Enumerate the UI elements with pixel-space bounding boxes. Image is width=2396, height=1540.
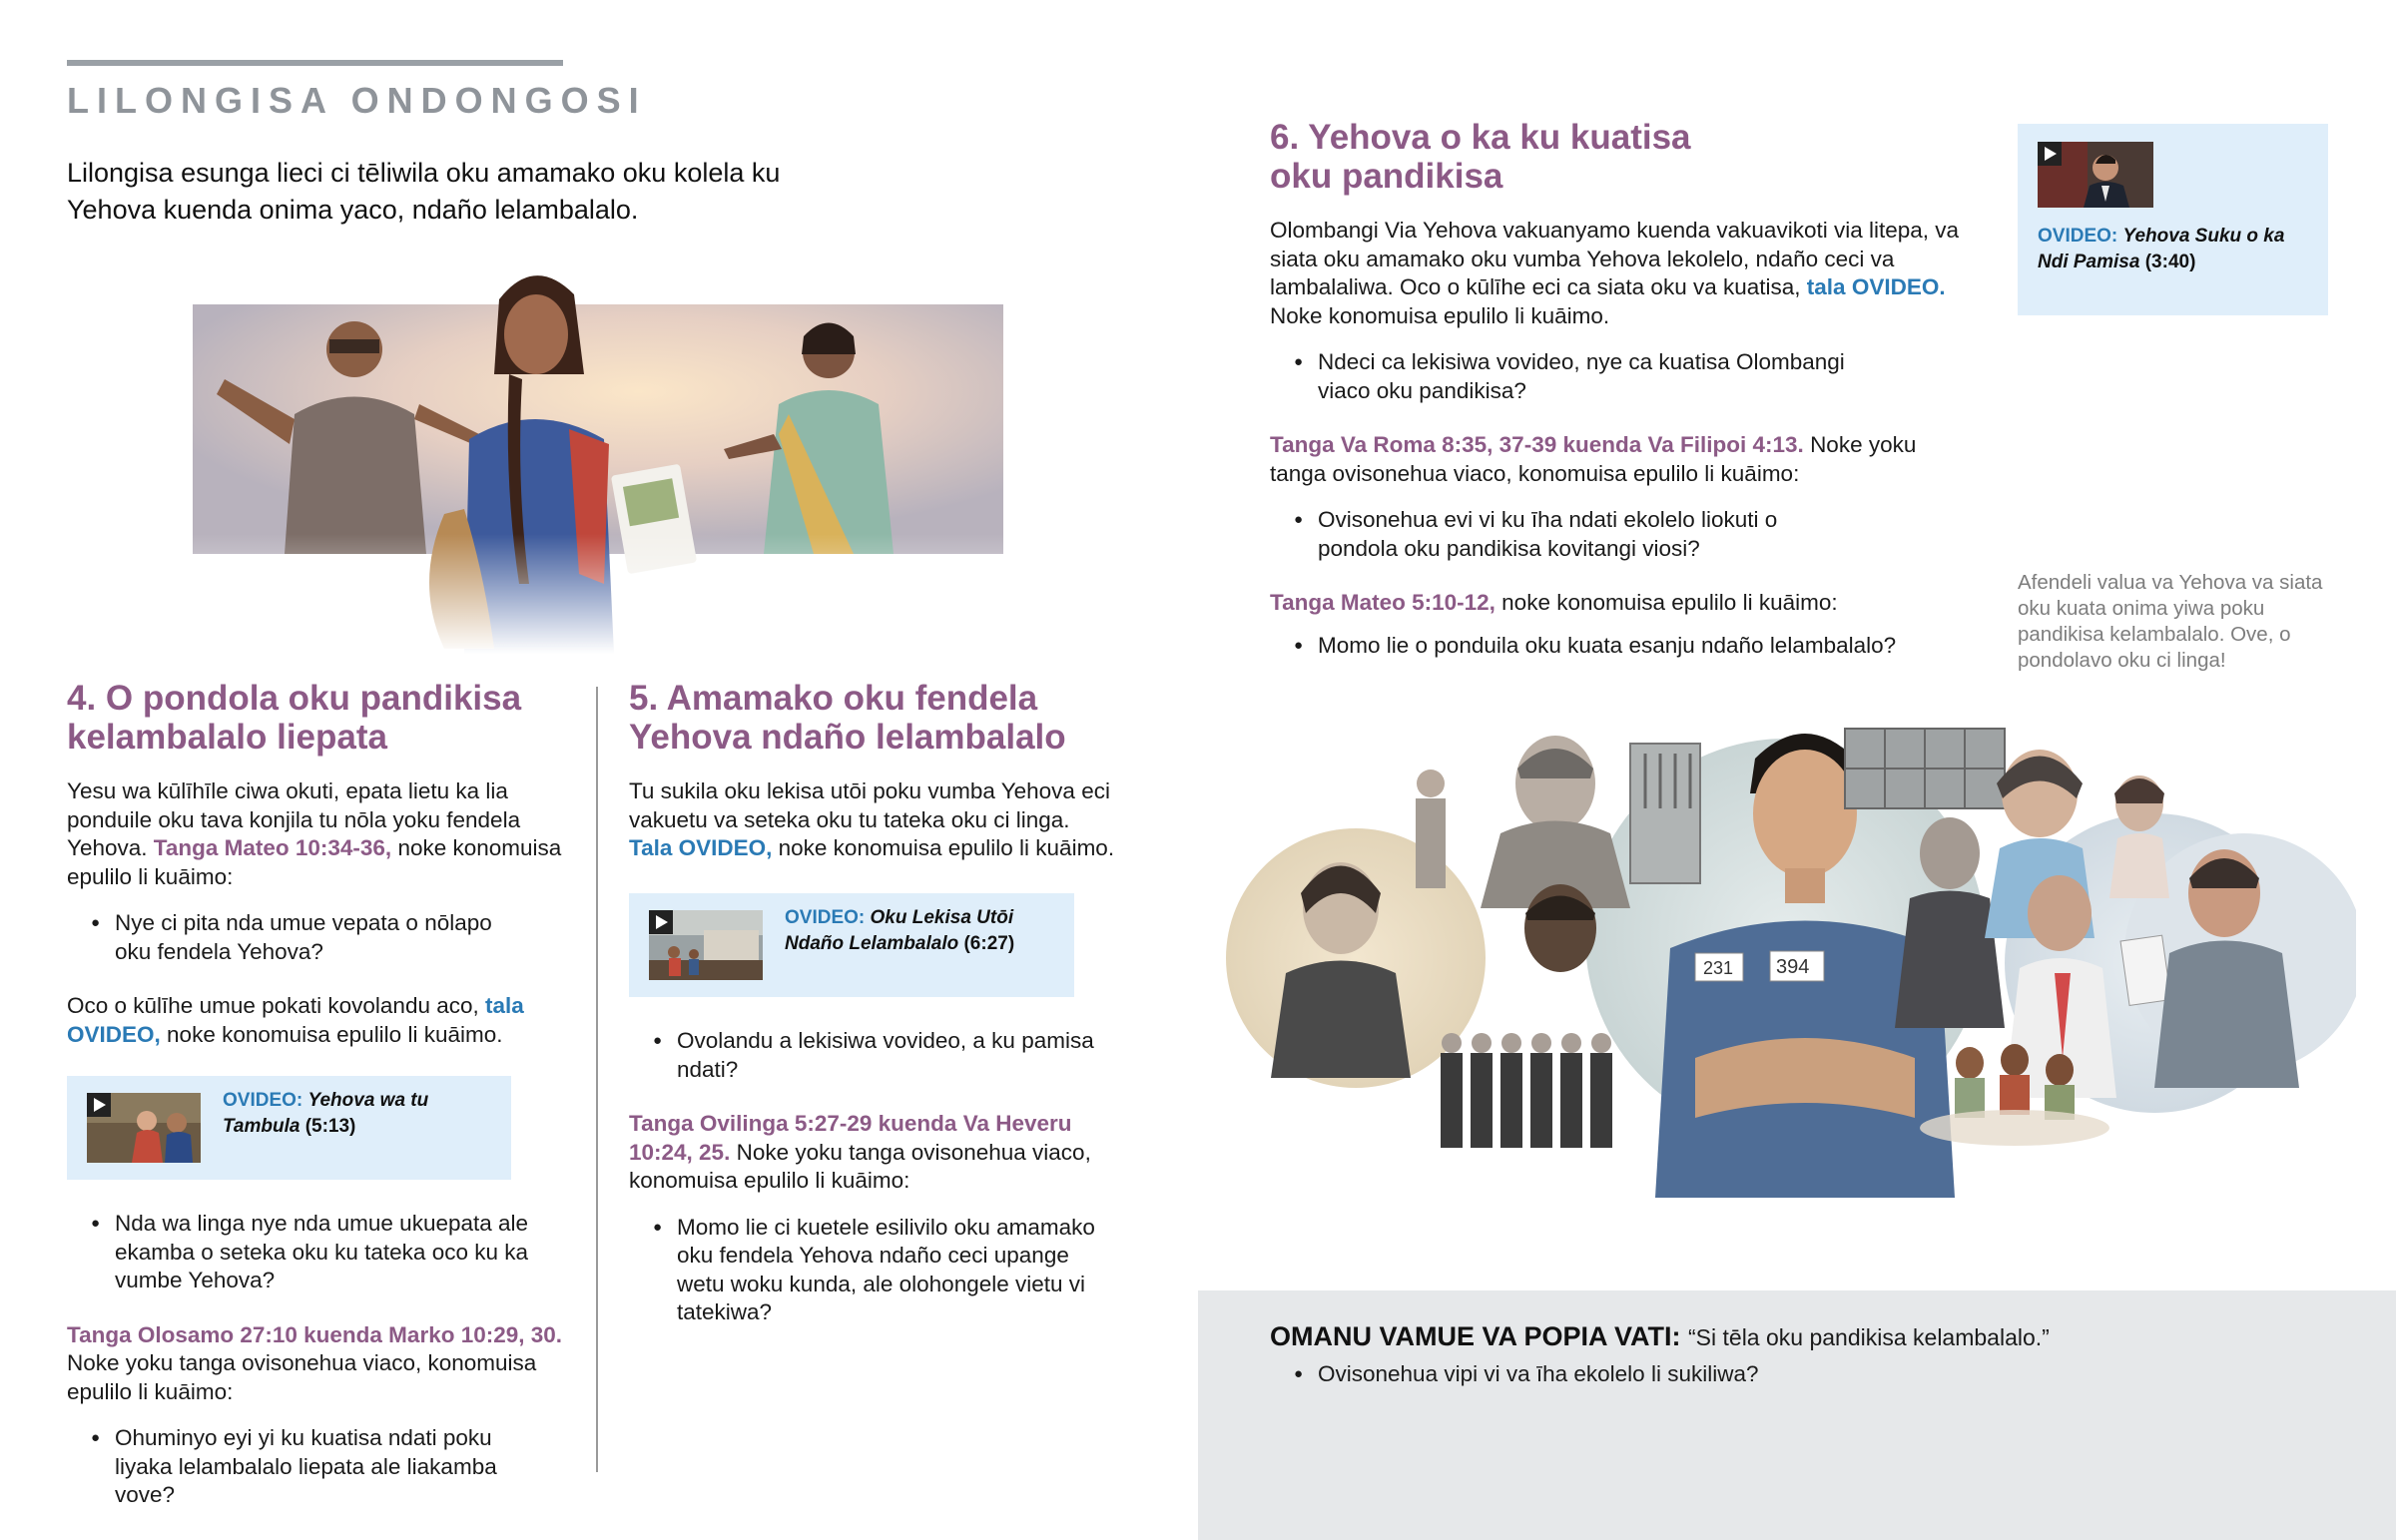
section-5-paragraph-2: Tanga Ovilinga 5:27-29 kuenda Va Heveru 10:24, 25. Noke yoku tanga ovisonehua viaco, konomuisa epulilo li kuāimo: xyxy=(629,1111,1091,1193)
play-icon xyxy=(94,1098,106,1112)
video-thumbnail[interactable] xyxy=(2038,142,2153,208)
header-rule xyxy=(67,60,563,66)
section-4-title: 4. O pondola oku pandikisa kelambalalo liepata xyxy=(67,679,522,757)
section-5 xyxy=(629,679,1118,863)
question-bullet: ● Momo lie ci kuetele esilivilo oku amamako oku fendela Yehova ndaño ceci upange wetu woku kunda, ale olohongele vietu vi tatekiwa? xyxy=(629,1214,1118,1327)
illustration-caption: Afendeli valua va Yehova va siata oku kuata onima yiwa poku pandikisa kelambalalo. Ove, o pondolavo oku ci linga! xyxy=(2018,571,2323,672)
svg-text:231: 231 xyxy=(1703,958,1734,978)
section-6-title: 6. Yehova o ka ku kuatisa oku pandikisa xyxy=(1270,118,1691,196)
question-bullet: ● Ovisonehua vipi vi va īha ekolelo li sukiliwa? xyxy=(1270,1360,2328,1389)
witnesses-collage-illustration xyxy=(1226,699,2356,1208)
section-5-paragraph-1: Tu sukila oku lekisa utōi poku vumba Yehova eci vakuetu va seteka oku tu tateka oku ci linga. Tala OVIDEO, noke konomuisa epulilo li kuāimo. xyxy=(629,778,1115,860)
video-card-yehova-wa-tu-tambula[interactable] xyxy=(67,1076,511,1180)
section-4-paragraph-2: Oco o kūlīhe umue pokati kovolandu aco, tala OVIDEO, noke konomuisa epulilo li kuāimo. xyxy=(67,993,524,1047)
section-6-paragraph-2: Tanga Va Roma 8:35, 37-39 kuenda Va Filipoi 4:13. Noke yoku tanga ovisonehua viaco, konomuisa epulilo li kuāimo: xyxy=(1270,432,1917,486)
intro-paragraph: Lilongisa esunga lieci ci tēliwila oku amamako oku kolela ku Yehova kuenda onima yaco, ndaño lelambalalo. xyxy=(67,158,781,225)
section-6-paragraph-1: Olombangi Via Yehova vakuanyamo kuenda vakuavikoti via litepa, va siata oku amamako oku vumba Yehova lekolelo, ndaño ceci va lambalaliwa. Oco o kūlīhe eci ca siata oku va kuatisa, tala OVIDEO. Noke konomuisa epulilo li kuāimo. xyxy=(1270,218,1960,328)
column-divider xyxy=(596,687,598,1472)
section-kicker: LILONGISA ONDONGOSI xyxy=(67,80,647,121)
summary-content xyxy=(1270,1318,2328,1389)
scripture-reference[interactable]: Tanga Va Roma 8:35, 37-39 kuenda Va Filipoi 4:13. xyxy=(1270,432,1804,457)
video-caption: OVIDEO: Yehova Suku o ka Ndi Pamisa (3:40) xyxy=(2038,226,2285,272)
section-4-paragraph-3: Tanga Olosamo 27:10 kuenda Marko 10:29, 30. Noke yoku tanga ovisonehua viaco, konomuisa epulilo li kuāimo: xyxy=(67,1321,563,1404)
section-6-paragraph-3: Tanga Mateo 5:10-12, noke konomuisa epulilo li kuāimo: xyxy=(1270,590,1838,615)
question-bullet: ● Ovolandu a lekisiwa vovideo, a ku pamisa ndati? xyxy=(629,1027,1118,1084)
video-caption: OVIDEO: Yehova wa tu Tambula (5:13) xyxy=(223,1090,429,1137)
question-bullet: ● Nda wa linga nye nda umue ukuepata ale ekamba o seteka oku ku tateka oco ku ka vumbe Yehova? xyxy=(67,1210,566,1295)
question-bullet: ● Momo lie o ponduila oku kuata esanju ndaño lelambalalo? xyxy=(1270,632,1969,661)
section-4-paragraph-1: Yesu wa kūlīhīle ciwa okuti, epata lietu ka lia ponduile oku tava konjila tu nōla yoku fendela Yehova. Tanga Mateo 10:34-36, noke konomuisa epulilo li kuāimo: xyxy=(67,778,562,889)
section-4-continued xyxy=(67,1210,566,1510)
video-caption: OVIDEO: Oku Lekisa Utōi Ndaño Lelambalalo (6:27) xyxy=(785,907,1015,954)
section-4 xyxy=(67,679,566,1049)
question-bullet: ● Nye ci pita nda umue vepata o nōlapo oku fendela Yehova? xyxy=(67,909,566,966)
scripture-reference[interactable]: Tanga Olosamo 27:10 kuenda Marko 10:29, 30. xyxy=(67,1321,563,1347)
play-icon xyxy=(2045,147,2057,161)
question-bullet: ● Ovisonehua evi vi ku īha ndati ekolelo liokuti o pondola oku pandikisa kovitangi viosi? xyxy=(1270,506,1969,563)
family-opposition-illustration xyxy=(165,255,1023,654)
section-6 xyxy=(1270,118,1969,660)
video-thumbnail[interactable] xyxy=(649,910,763,980)
svg-text:394: 394 xyxy=(1776,956,1810,978)
video-link[interactable]: Tala OVIDEO, xyxy=(629,835,773,860)
summary-statement: OMANU VAMUE VA POPIA VATI: “Si tēla oku pandikisa kelambalalo.” xyxy=(1270,1321,2050,1351)
video-card-yehova-suku[interactable] xyxy=(2018,124,2328,315)
video-link[interactable]: tala OVIDEO, xyxy=(67,993,524,1047)
video-card-oku-lekisa-utoi[interactable] xyxy=(629,893,1074,997)
video-thumbnail[interactable] xyxy=(87,1093,201,1163)
scripture-reference[interactable]: Tanga Ovilinga 5:27-29 kuenda Va Heveru 10:24, 25. xyxy=(629,1111,1072,1165)
section-5-continued xyxy=(629,1027,1118,1327)
section-5-title: 5. Amamako oku fendela Yehova ndaño lelambalalo xyxy=(629,679,1066,757)
scripture-reference[interactable]: Tanga Mateo 5:10-12, xyxy=(1270,590,1496,615)
scripture-reference[interactable]: Tanga Mateo 10:34-36, xyxy=(153,835,392,860)
question-bullet: ● Ohuminyo eyi yi ku kuatisa ndati poku liyaka lelambalalo liepata ale liakamba vove? xyxy=(67,1424,566,1510)
video-link[interactable]: tala OVIDEO. xyxy=(1806,274,1946,299)
play-icon xyxy=(656,915,668,929)
question-bullet: ● Ndeci ca lekisiwa vovideo, nye ca kuatisa Olombangi viaco oku pandikisa? xyxy=(1270,348,1969,405)
